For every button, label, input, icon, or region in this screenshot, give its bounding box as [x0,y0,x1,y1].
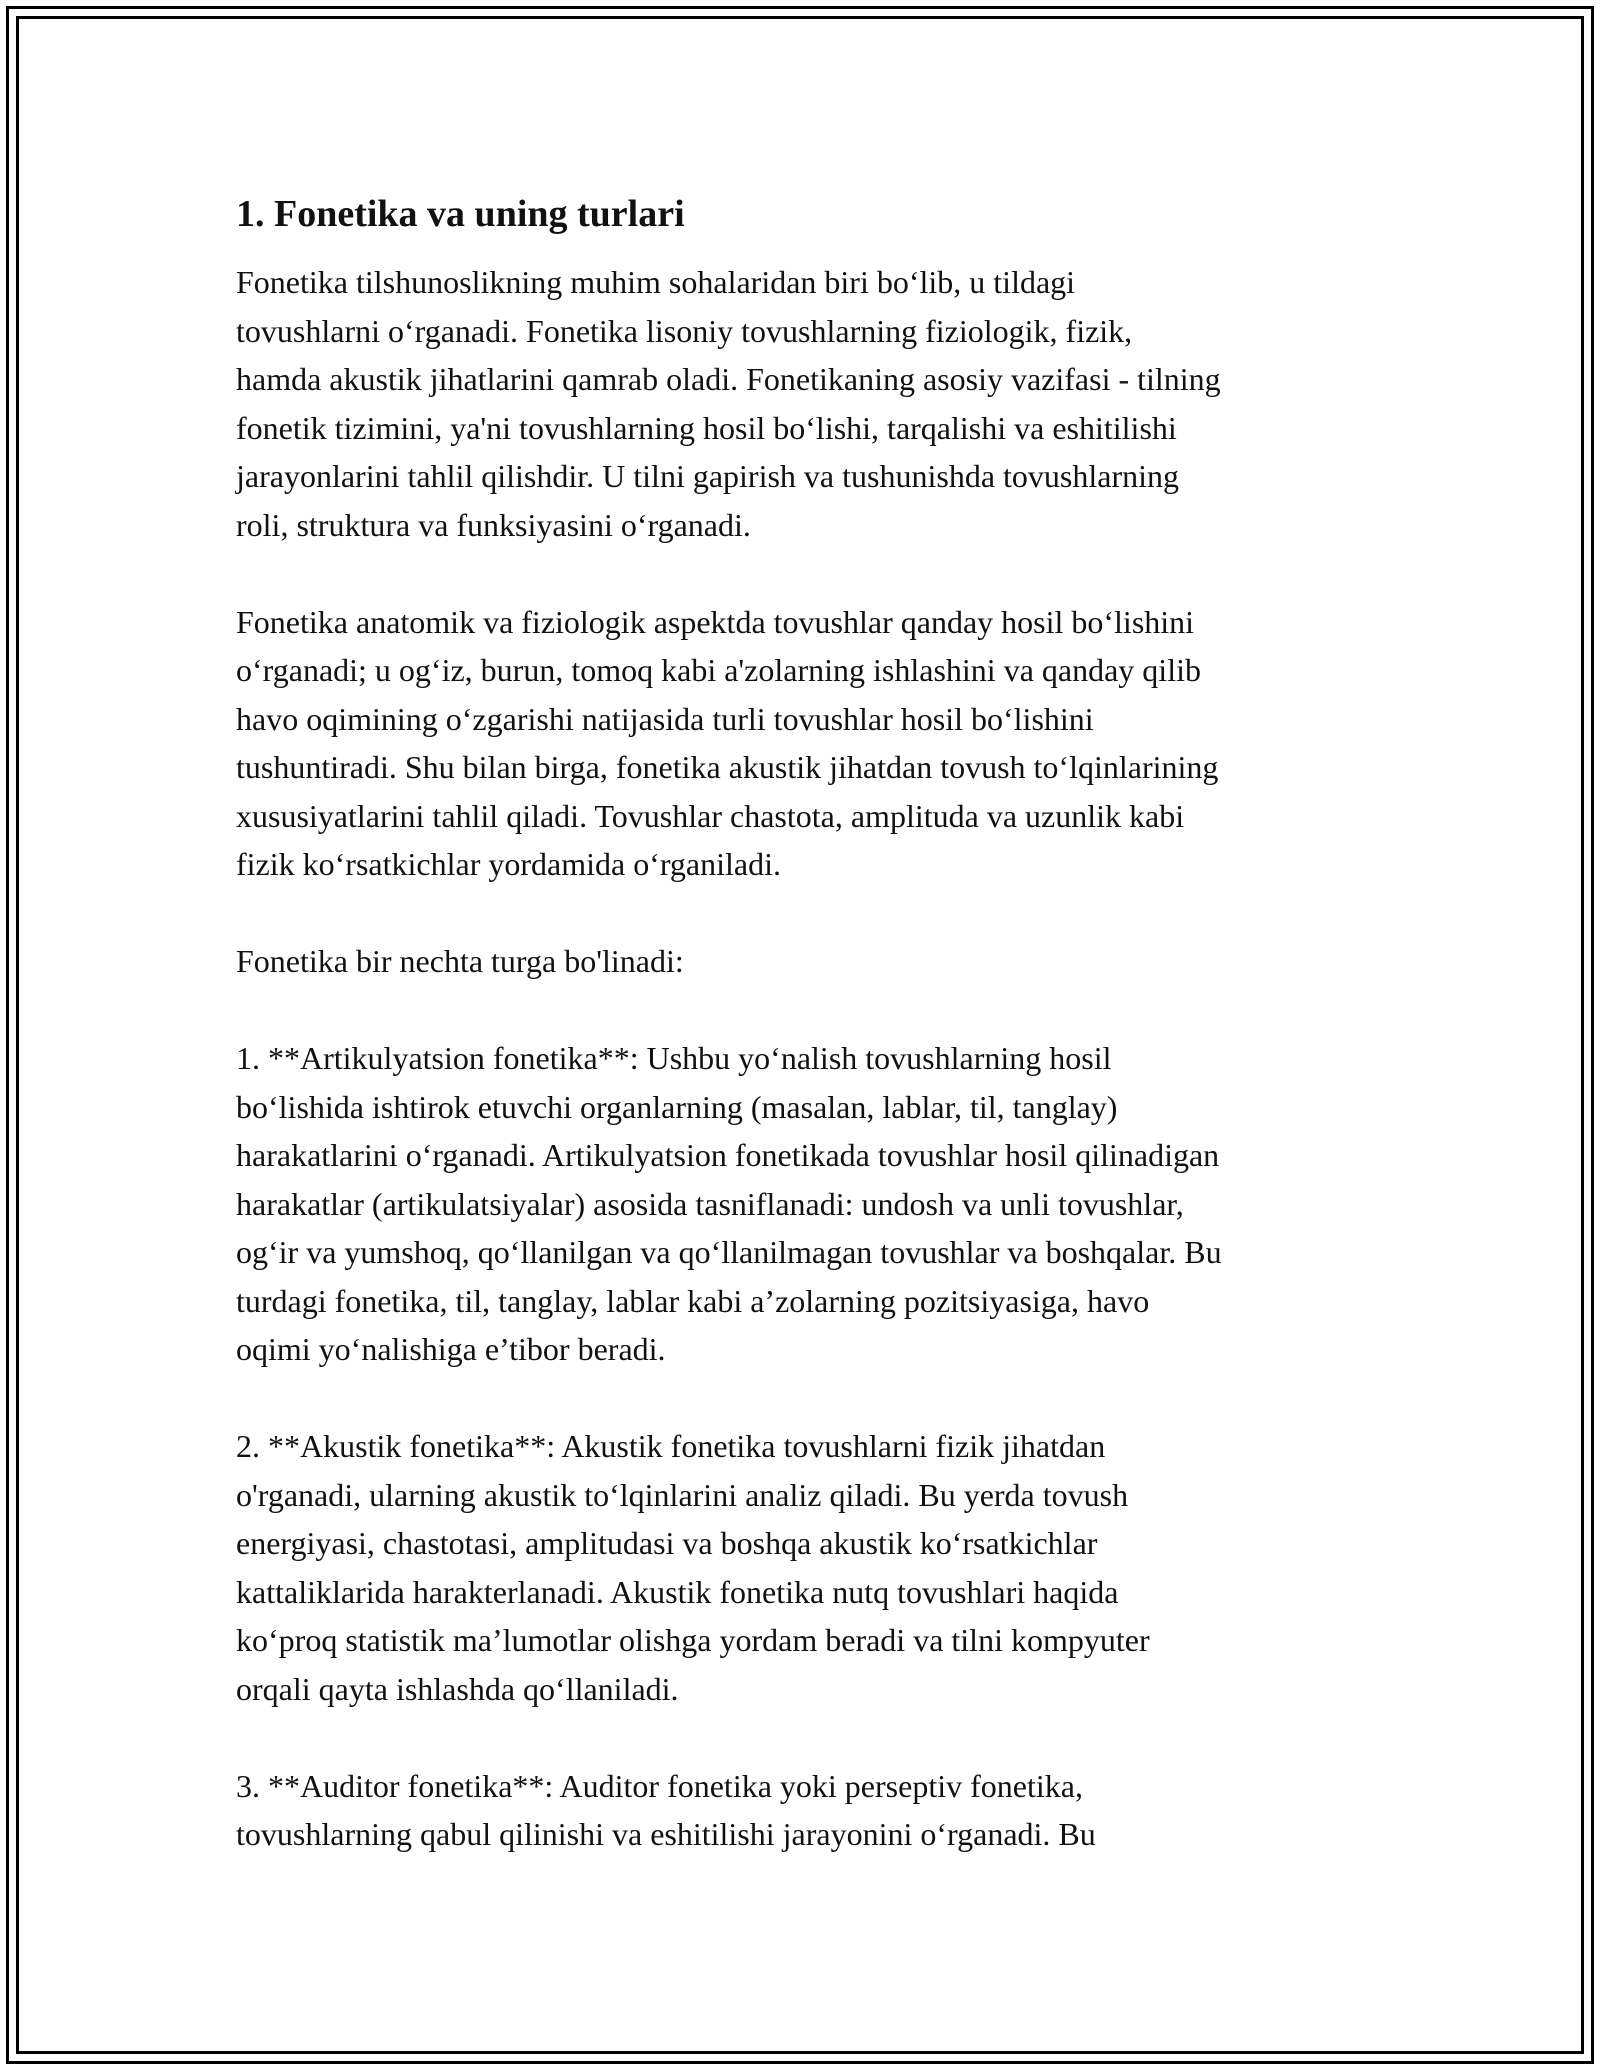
paragraph-aspects: Fonetika anatomik va fiziologik aspektda tovushlar qanday hosil boʻlishini oʻrganadi; u ogʻiz, burun, tomoq kabi a'zolarning ishlashini va qanday qilib havo oqimining oʻzgarishi natijasida turli tovushlar hosil boʻlishini tushuntiradi. Shu bilan birga, fonetika akustik jihatdan tovush toʻlqinlarining xususiyatlarini tahlil qiladi. Tovushlar chastota, amplituda va uzunlik kabi fizik koʻrsatkichlar yordamida oʻrganiladi. [236,603,1219,882]
paragraph-articulatory: 1. **Artikulyatsion fonetika**: Ushbu yoʻnalish tovushlarning hosil boʻlishida ishtirok etuvchi organlarning (masalan, lablar, til, tanglay) harakatlarini oʻrganadi. Artikulyatsion fonetikada tovushlar hosil qilinadigan harakatlar (artikulatsiyalar) asosida tasniflanadi: undosh va unli tovushlar, ogʻir va yumshoq, qoʻllanilgan va qoʻllanilmagan tovushlar va boshqalar. Bu turdagi fonetika, til, tanglay, lablar kabi a’zolarning pozitsiyasiga, havo oqimi yoʻnalishiga e’tibor beradi. [236,1040,1222,1367]
paragraph-types-intro: Fonetika bir nechta turga bo'linadi: [236,943,684,979]
paragraph-intro: Fonetika tilshunoslikning muhim sohalaridan biri boʻlib, u tildagi tovushlarni oʻrganadi. Fonetika lisoniy tovushlarning fiziologik, fizik, hamda akustik jihatlarini qamrab oladi. Fonetikaning asosiy vazifasi - tilning fonetik tizimini, ya'ni tovushlarning hosil boʻlishi, tarqalishi va eshitilishi jarayonlarini tahlil qilishdir. U tilni gapirish va tushunishda tovushlarning roli, struktura va funksiyasini oʻrganadi. [236,264,1221,543]
paragraph-acoustic: 2. **Akustik fonetika**: Akustik fonetika tovushlarni fizik jihatdan o'rganadi, ularning akustik toʻlqinlarini analiz qiladi. Bu yerda tovush energiyasi, chastotasi, amplitudasi va boshqa akustik koʻrsatkichlar kattaliklarida harakterlanadi. Akustik fonetika nutq tovushlari haqida koʻproq statistik ma’lumotlar olishga yordam beradi va tilni kompyuter orqali qayta ishlashda qoʻllaniladi. [236,1428,1150,1707]
document-body [236,188,1376,1859]
paragraph-auditory: 3. **Auditor fonetika**: Auditor fonetika yoki perseptiv fonetika, tovushlarning qabul qilinishi va eshitilishi jarayonini oʻrganadi. Bu [236,1767,1096,1852]
section-heading: 1. Fonetika va uning turlari [236,193,685,235]
